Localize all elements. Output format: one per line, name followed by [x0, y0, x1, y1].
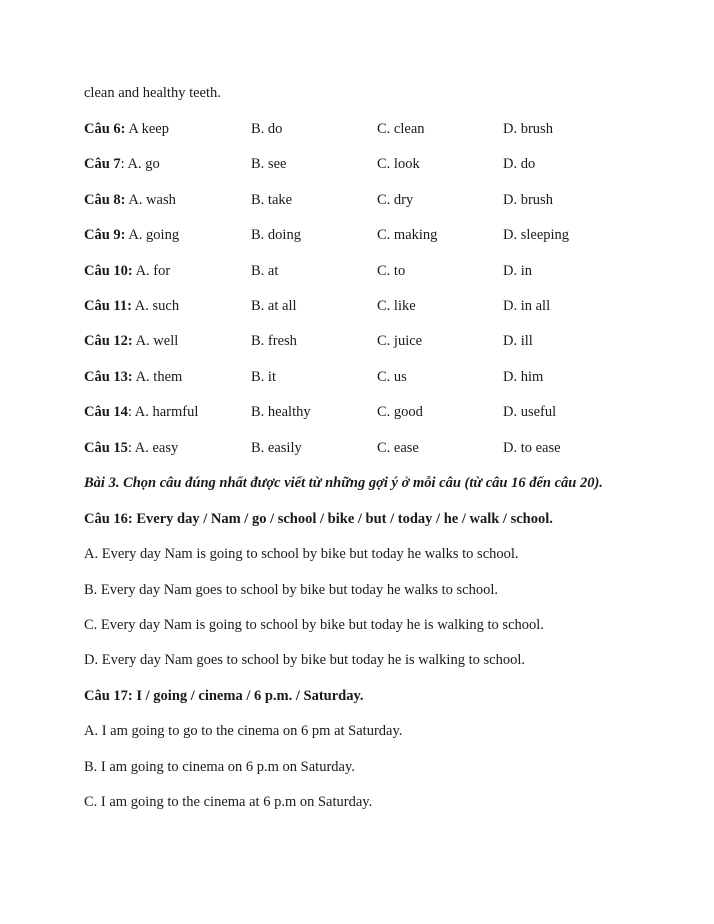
question-15-a-text: A. easy: [131, 440, 179, 456]
question-8-label: Câu 8:: [84, 192, 126, 208]
question-12-option-d: D. ill: [503, 333, 533, 349]
question-15-option-c: C. ease: [377, 440, 419, 456]
question-11-option-b: B. at all: [251, 298, 297, 314]
question-6-option-b: B. do: [251, 121, 283, 137]
question-13-option-d: D. him: [503, 369, 544, 385]
question-17-option-c: C. I am going to the cinema at 6 p.m on Saturday.: [84, 794, 373, 810]
question-17-option-b: B. I am going to cinema on 6 p.m on Saturday.: [84, 759, 355, 775]
question-16-option-d: D. Every day Nam goes to school by bike but today he is walking to school.: [84, 652, 525, 668]
question-10-label: Câu 10:: [84, 263, 133, 279]
question-9-label: Câu 9:: [84, 227, 126, 243]
question-row-9: [0, 226, 714, 244]
question-15-option-a: [84, 439, 178, 457]
question-9-option-d: D. sleeping: [503, 227, 570, 243]
question-14-option-b: B. healthy: [251, 404, 311, 420]
question-13-option-a: [84, 368, 182, 386]
question-10-option-a: [84, 262, 170, 280]
question-15-label-sep: :: [127, 440, 132, 456]
question-13-option-c: C. us: [377, 369, 407, 385]
question-16-option-a: A. Every day Nam is going to school by bike but today he walks to school.: [84, 546, 519, 562]
question-10-a-text: A. for: [132, 263, 171, 279]
question-17-option-a: A. I am going to go to the cinema on 6 pm at Saturday.: [84, 723, 403, 739]
question-14-label: Câu 14: [84, 404, 128, 420]
question-17-prompt: Câu 17: I / going / cinema / 6 p.m. / Saturday.: [84, 688, 364, 704]
question-16-option-c: C. Every day Nam is going to school by bike but today he is walking to school.: [84, 617, 544, 633]
question-row-12: [0, 332, 714, 350]
question-12-option-b: B. fresh: [251, 333, 297, 349]
question-8-a-text: A. wash: [125, 192, 176, 208]
question-9-a-text: A. going: [125, 227, 180, 243]
question-9-option-a: [84, 226, 179, 244]
question-row-11: [0, 297, 714, 315]
question-10-option-c: C. to: [377, 263, 406, 279]
intro-line: clean and healthy teeth.: [84, 85, 221, 101]
question-6-a-text: A keep: [125, 121, 169, 137]
question-12-label: Câu 12:: [84, 333, 133, 349]
question-6-option-d: D. brush: [503, 121, 553, 137]
question-14-a-text: A. harmful: [131, 404, 199, 420]
question-7-option-c: C. look: [377, 156, 420, 172]
question-13-option-b: B. it: [251, 369, 276, 385]
question-11-label: Câu 11:: [84, 298, 132, 314]
question-7-option-b: B. see: [251, 156, 287, 172]
question-7-option-d: D. do: [503, 156, 536, 172]
question-8-option-b: B. take: [251, 192, 293, 208]
question-15-label: Câu 15: [84, 440, 128, 456]
question-7-a-text: A. go: [124, 156, 160, 172]
question-11-option-a: [84, 297, 179, 315]
question-row-13: [0, 368, 714, 386]
question-13-label: Câu 13:: [84, 369, 133, 385]
question-11-option-d: D. in all: [503, 298, 551, 314]
question-12-a-text: A. well: [132, 333, 179, 349]
question-13-a-text: A. them: [132, 369, 183, 385]
question-6-label: Câu 6:: [84, 121, 126, 137]
question-15-option-b: B. easily: [251, 440, 302, 456]
question-16-option-b: B. Every day Nam goes to school by bike but today he walks to school.: [84, 582, 498, 598]
question-9-option-c: C. making: [377, 227, 438, 243]
question-row-15: [0, 439, 714, 457]
question-14-option-c: C. good: [377, 404, 423, 420]
question-row-8: [0, 191, 714, 209]
question-16-prompt: Câu 16: Every day / Nam / go / school / bike / but / today / he / walk / school.: [84, 511, 553, 527]
question-row-14: [0, 403, 714, 421]
question-row-10: [0, 262, 714, 280]
question-11-option-c: C. like: [377, 298, 416, 314]
question-8-option-d: D. brush: [503, 192, 553, 208]
question-11-a-text: A. such: [131, 298, 180, 314]
question-10-option-d: D. in: [503, 263, 532, 279]
question-12-option-a: [84, 332, 178, 350]
question-14-option-a: [84, 403, 198, 421]
question-10-option-b: B. at: [251, 263, 279, 279]
question-6-option-a: [84, 120, 169, 138]
question-7-label-sep: :: [120, 156, 125, 172]
question-12-option-c: C. juice: [377, 333, 423, 349]
question-7-option-a: [84, 155, 160, 173]
question-6-option-c: C. clean: [377, 121, 425, 137]
question-14-option-d: D. useful: [503, 404, 557, 420]
question-15-option-d: D. to ease: [503, 440, 561, 456]
question-14-label-sep: :: [127, 404, 132, 420]
question-7-label: Câu 7: [84, 156, 121, 172]
question-9-option-b: B. doing: [251, 227, 301, 243]
question-8-option-c: C. dry: [377, 192, 414, 208]
section-3-title: Bài 3. Chọn câu đúng nhất được viết từ những gợi ý ở mỗi câu (từ câu 16 đến câu 20).: [84, 475, 603, 491]
question-row-7: [0, 155, 714, 173]
question-8-option-a: [84, 191, 176, 209]
question-row-6: [0, 120, 714, 138]
